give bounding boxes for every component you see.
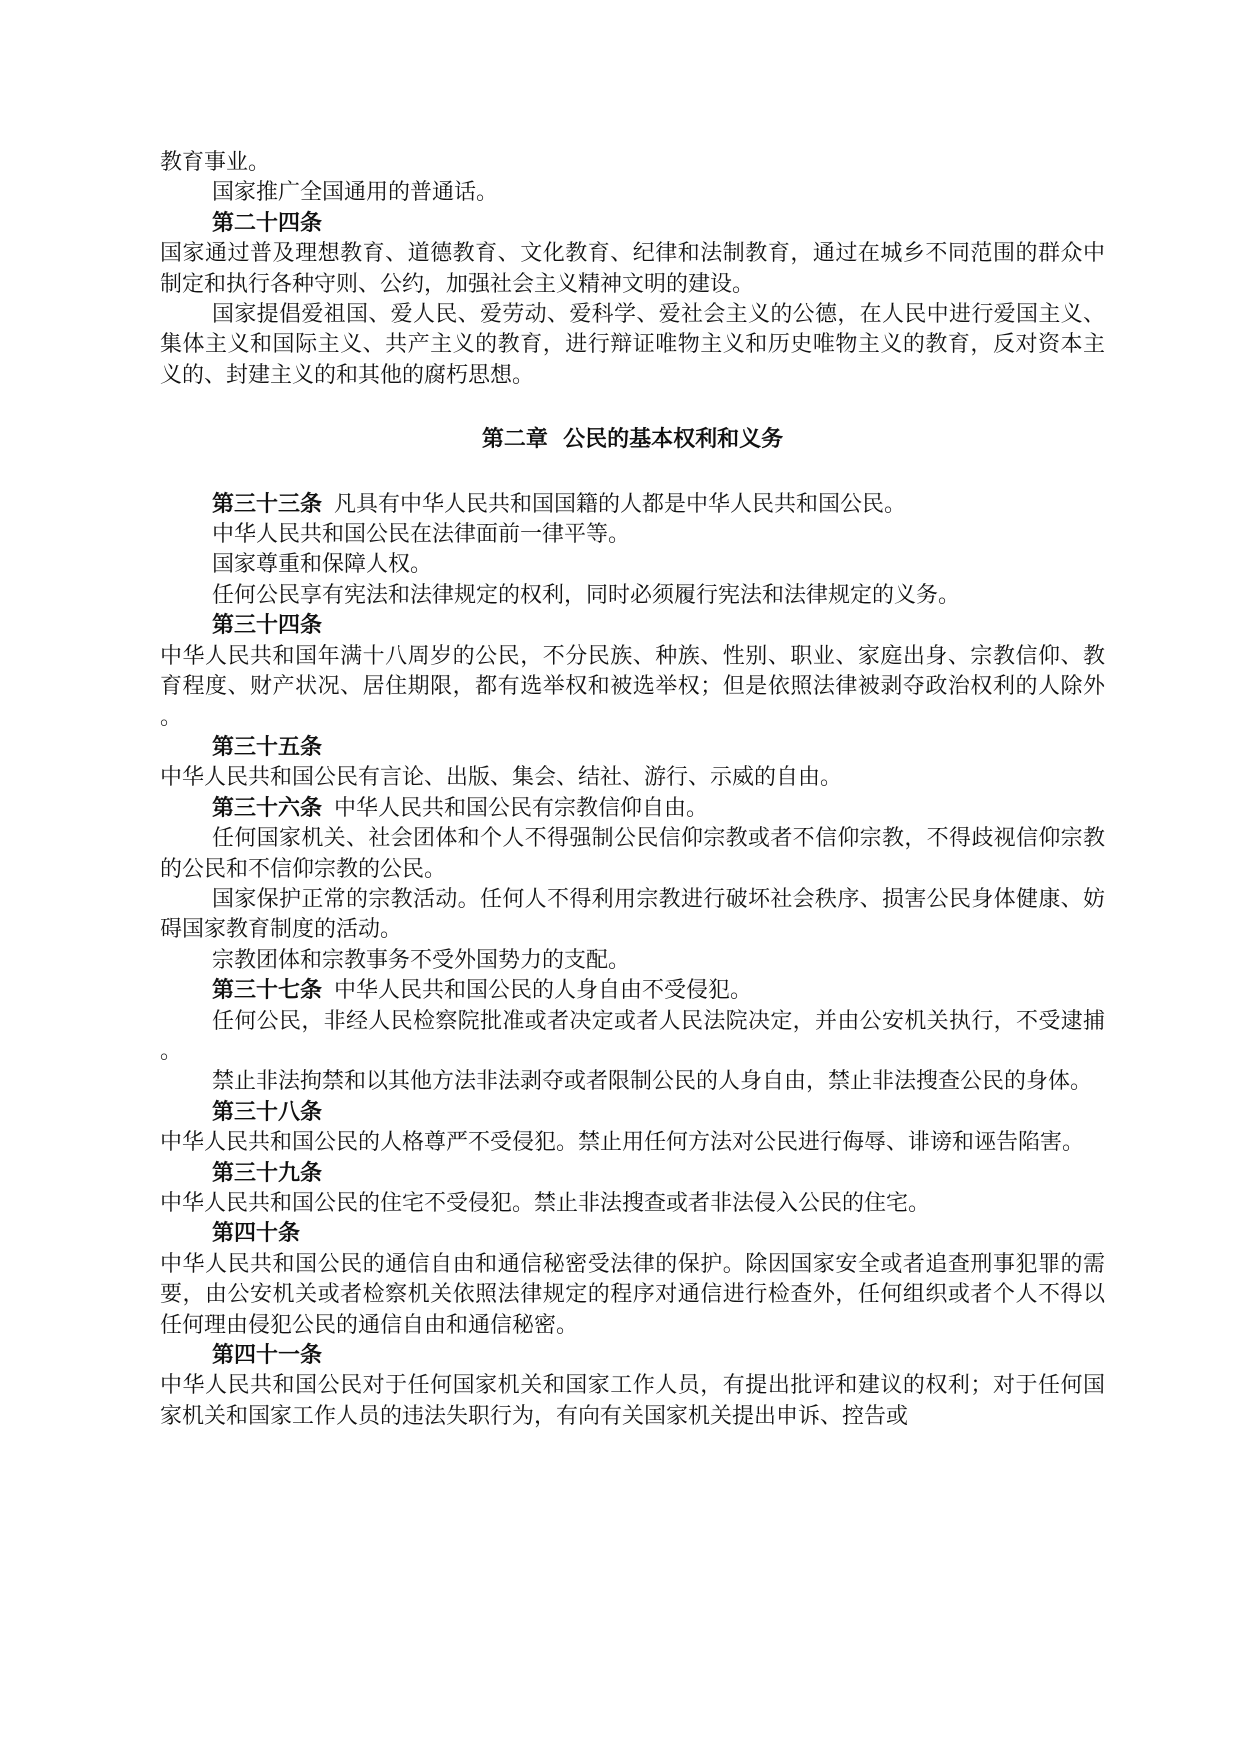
article-36-paragraph-3: 国家保护正常的宗教活动。任何人不得利用宗教进行破坏社会秩序、损害公民身体健康、妨碍国家教育制度的活动。 [160, 886, 1105, 943]
article-41-paragraph-1: 中华人民共和国公民对于任何国家机关和国家工作人员，有提出批评和建议的权利；对于任何国家机关和国家工作人员的违法失职行为，有向有关国家机关提出申诉、控告或 [160, 1373, 1105, 1429]
article-36-paragraph-2: 任何国家机关、社会团体和个人不得强制公民信仰宗教或者不信仰宗教，不得歧视信仰宗教的公民和不信仰宗教的公民。 [160, 826, 1105, 882]
article-37-paragraph-3: 禁止非法拘禁和以其他方法非法剥夺或者限制公民的人身自由，禁止非法搜查公民的身体。 [212, 1069, 1093, 1095]
article-36-paragraph-1 [160, 794, 1105, 824]
article-24-paragraph-1: 国家通过普及理想教育、道德教育、文化教育、纪律和法制教育，通过在城乡不同范围的群众中制定和执行各种守则、公约，加强社会主义精神文明的建设。 [160, 241, 1105, 297]
article-40-heading: 第四十条 [212, 1221, 301, 1247]
article-24-heading: 第二十四条 [212, 210, 323, 236]
article-39-paragraph-1: 中华人民共和国公民的住宅不受侵犯。禁止非法搜查或者非法侵入公民的住宅。 [160, 1191, 931, 1216]
document-body [160, 148, 1105, 1432]
article-40-paragraph-1: 中华人民共和国公民的通信自由和通信秘密受法律的保护。除因国家安全或者追查刑事犯罪的需要，由公安机关或者检察机关依照法律规定的程序对通信进行检查外，任何组织或者个人不得以任何理由侵犯公民的通信自由和通信秘密。 [160, 1251, 1105, 1338]
article-38-paragraph-1: 中华人民共和国公民的人格尊严不受侵犯。禁止用任何方法对公民进行侮辱、诽谤和诬告陷害。 [160, 1130, 1085, 1156]
article-34-heading: 第三十四条 [212, 613, 323, 639]
article-34-paragraph-1: 中华人民共和国年满十八周岁的公民，不分民族、种族、性别、职业、家庭出身、宗教信仰、教育程度、财产状况、居住期限，都有选举权和被选举权；但是依照法律被剥夺政治权利的人除外。 [160, 643, 1105, 730]
article-33-text: 凡具有中华人民共和国国籍的人都是中华人民共和国公民。 [334, 491, 907, 517]
paragraph: 国家推广全国通用的普通话。 [212, 180, 499, 206]
article-41-heading: 第四十一条 [212, 1343, 323, 1369]
article-33-paragraph-1 [160, 490, 1105, 520]
paragraph-continuation: 教育事业。 [160, 150, 271, 175]
article-39-heading: 第三十九条 [212, 1160, 323, 1186]
article-33-paragraph-4: 任何公民享有宪法和法律规定的权利，同时必须履行宪法和法律规定的义务。 [212, 582, 961, 608]
article-33-paragraph-2: 中华人民共和国公民在法律面前一律平等。 [212, 522, 631, 548]
article-33-paragraph-3: 国家尊重和保障人权。 [212, 552, 433, 578]
article-37-paragraph-2: 任何公民，非经人民检察院批准或者决定或者人民法院决定，并由公安机关执行，不受逮捕。 [160, 1008, 1105, 1064]
article-35-heading: 第三十五条 [212, 734, 323, 760]
article-33-heading: 第三十三条 [212, 491, 323, 517]
article-36-heading: 第三十六条 [212, 795, 323, 821]
article-36-paragraph-4: 宗教团体和宗教事务不受外国势力的支配。 [212, 947, 631, 973]
article-37-heading: 第三十七条 [212, 978, 323, 1004]
spacer [160, 456, 1105, 490]
article-24-paragraph-2: 国家提倡爱祖国、爱人民、爱劳动、爱科学、爱社会主义的公德，在人民中进行爱国主义、集体主义和国际主义、共产主义的教育，进行辩证唯物主义和历史唯物主义的教育，反对资本主义的、封建主义的和其他的腐朽思想。 [160, 302, 1105, 388]
article-38-heading: 第三十八条 [212, 1099, 323, 1125]
article-37-paragraph-1 [160, 976, 1105, 1006]
article-36-text: 中华人民共和国公民有宗教信仰自由。 [334, 795, 709, 821]
spacer [160, 391, 1105, 425]
article-37-text: 中华人民共和国公民的人身自由不受侵犯。 [334, 978, 753, 1004]
chapter-2-title: 第二章 公民的基本权利和义务 [481, 427, 784, 453]
article-35-paragraph-1: 中华人民共和国公民有言论、出版、集会、结社、游行、示威的自由。 [160, 765, 843, 791]
